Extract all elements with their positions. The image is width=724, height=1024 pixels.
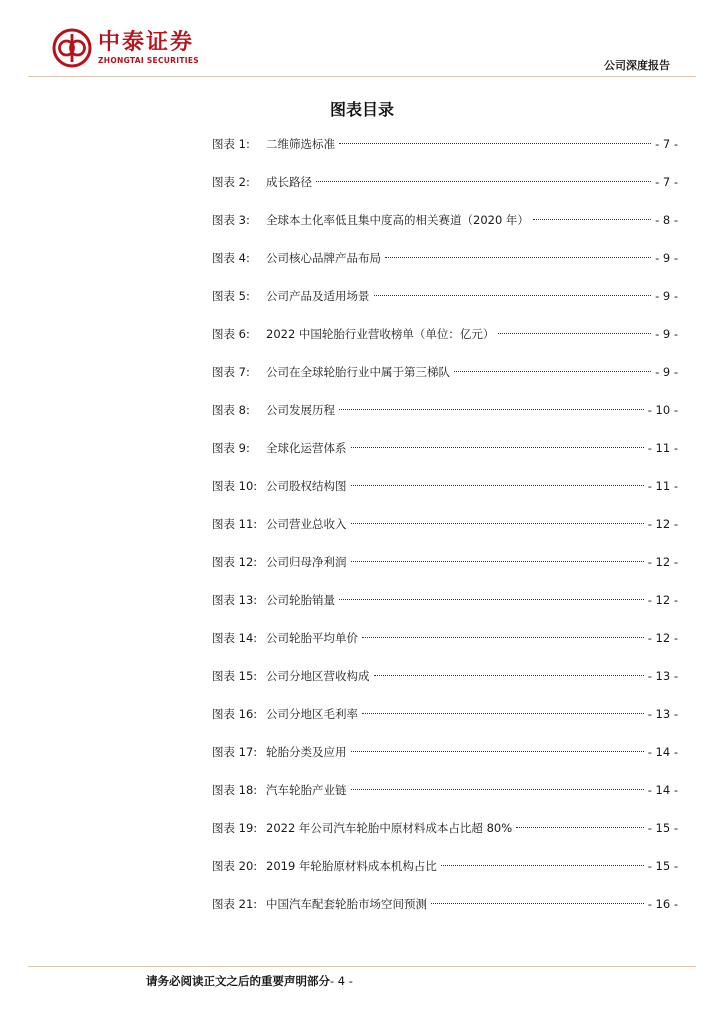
toc-entry-leader <box>351 447 644 448</box>
toc-entry-page: - 12 - <box>647 555 678 569</box>
toc-entry-title: 公司归母净利润 <box>266 555 347 569</box>
toc-entry-page: - 11 - <box>647 441 678 455</box>
toc-entry-page: - 7 - <box>655 137 678 151</box>
toc-entry-label: 图表 11: <box>212 517 258 531</box>
toc-entry-label: 图表 7: <box>212 365 250 379</box>
toc-entry[interactable] <box>212 894 678 932</box>
toc-entry-title: 公司分地区营收构成 <box>266 669 370 683</box>
company-logo <box>52 28 199 68</box>
toc-entry-leader <box>441 865 644 866</box>
toc-entry[interactable] <box>212 704 678 742</box>
footer-disclaimer: 请务必阅读正文之后的重要声明部分 <box>146 974 330 988</box>
toc-entry-page: - 13 - <box>647 669 678 683</box>
toc-entry[interactable] <box>212 628 678 666</box>
toc-entry-leader <box>362 713 644 714</box>
toc-entry-title: 公司分地区毛利率 <box>266 707 358 721</box>
toc-entry-leader <box>351 789 644 790</box>
toc-entry-page: - 12 - <box>647 593 678 607</box>
toc-title: 图表目录 <box>329 100 394 119</box>
brand-name-en: ZHONGTAI SECURITIES <box>98 55 199 65</box>
toc-entry-label: 图表 15: <box>212 669 258 683</box>
toc-entry-leader <box>362 637 644 638</box>
toc-entry-title: 公司股权结构图 <box>266 479 347 493</box>
toc-entry-leader <box>385 257 651 258</box>
toc-entry-page: - 13 - <box>647 707 678 721</box>
toc-entry-page: - 9 - <box>655 289 678 303</box>
toc-entry-leader <box>516 827 644 828</box>
toc-entry-label: 图表 8: <box>212 403 250 417</box>
toc-entry-leader <box>374 295 652 296</box>
toc-entry-label: 图表 1: <box>212 137 250 151</box>
toc-entry-page: - 10 - <box>647 403 678 417</box>
toc-entry-title: 二维筛选标准 <box>266 137 335 151</box>
toc-entry-label: 图表 19: <box>212 821 258 835</box>
toc-entry-page: - 14 - <box>647 783 678 797</box>
footer <box>146 973 353 989</box>
toc-entry-leader <box>454 371 651 372</box>
toc-entry-leader <box>316 181 651 182</box>
toc-entry-title: 2022 年公司汽车轮胎中原材料成本占比超 80% <box>266 821 513 835</box>
toc-entry[interactable] <box>212 514 678 552</box>
toc-entry-page: - 8 - <box>655 213 678 227</box>
toc-entry[interactable] <box>212 172 678 210</box>
toc-entry-page: - 7 - <box>655 175 678 189</box>
toc-entry-title: 公司轮胎销量 <box>266 593 335 607</box>
toc-entry-page: - 12 - <box>647 517 678 531</box>
toc-entry-page: - 12 - <box>647 631 678 645</box>
toc-entry-title: 公司核心品牌产品布局 <box>266 251 381 265</box>
toc-entry-page: - 14 - <box>647 745 678 759</box>
toc-entry[interactable] <box>212 476 678 514</box>
report-type: 公司深度报告 <box>604 59 670 72</box>
toc-entry-label: 图表 13: <box>212 593 258 607</box>
brand-name-cn: 中泰证券 <box>98 29 195 55</box>
toc-entry-label: 图表 2: <box>212 175 250 189</box>
toc-entry-leader <box>339 409 644 410</box>
toc-entry-title: 公司发展历程 <box>266 403 335 417</box>
toc-entry-label: 图表 12: <box>212 555 258 569</box>
toc-entry-page: - 15 - <box>647 821 678 835</box>
toc-entry-label: 图表 17: <box>212 745 258 759</box>
toc-entry-title: 2019 年轮胎原材料成本机构占比 <box>266 859 437 873</box>
toc-entry[interactable] <box>212 666 678 704</box>
toc-entry-leader <box>339 143 651 144</box>
toc-entry[interactable] <box>212 552 678 590</box>
toc-entry-page: - 11 - <box>647 479 678 493</box>
toc-entry-title: 公司营业总收入 <box>266 517 347 531</box>
toc-entry-leader <box>498 333 651 334</box>
toc-entry[interactable] <box>212 324 678 362</box>
zhongtai-logo-icon <box>52 28 92 68</box>
toc-entry[interactable] <box>212 210 678 248</box>
toc-entry-leader <box>431 903 644 904</box>
toc-entry-leader <box>351 561 644 562</box>
toc-entry-label: 图表 14: <box>212 631 258 645</box>
toc-entry-title: 轮胎分类及应用 <box>266 745 347 759</box>
toc-entry-title: 公司产品及适用场景 <box>266 289 370 303</box>
toc-entry[interactable] <box>212 780 678 818</box>
footer-divider <box>28 966 696 967</box>
toc-entry-leader <box>351 751 644 752</box>
toc-entry-leader <box>533 219 651 220</box>
toc-entry-label: 图表 3: <box>212 213 250 227</box>
toc-entry[interactable] <box>212 818 678 856</box>
header-divider <box>28 76 696 77</box>
toc-entry-label: 图表 21: <box>212 897 258 911</box>
toc-entry-page: - 9 - <box>655 327 678 341</box>
toc-entry-label: 图表 4: <box>212 251 250 265</box>
toc-entry-title: 公司轮胎平均单价 <box>266 631 358 645</box>
toc-entry-leader <box>351 485 644 486</box>
toc-entry-title: 2022 中国轮胎行业营收榜单（单位：亿元） <box>266 327 495 341</box>
toc-entry[interactable] <box>212 134 678 172</box>
toc-entry-title: 汽车轮胎产业链 <box>266 783 347 797</box>
toc-entry-title: 全球化运营体系 <box>266 441 347 455</box>
toc-entry-label: 图表 5: <box>212 289 250 303</box>
toc-entry[interactable] <box>212 362 678 400</box>
toc-entry-label: 图表 10: <box>212 479 258 493</box>
footer-page-number: - 4 - <box>330 974 353 988</box>
toc-entry-label: 图表 18: <box>212 783 258 797</box>
toc-entry[interactable] <box>212 590 678 628</box>
toc-entry-title: 全球本土化率低且集中度高的相关赛道（2020 年） <box>266 213 529 227</box>
toc-entry[interactable] <box>212 400 678 438</box>
toc-entry-leader <box>351 523 644 524</box>
toc-entry-label: 图表 16: <box>212 707 258 721</box>
toc-entry[interactable] <box>212 742 678 780</box>
toc-entry-page: - 9 - <box>655 251 678 265</box>
toc-entry[interactable] <box>212 438 678 476</box>
toc-entry-label: 图表 9: <box>212 441 250 455</box>
toc-entry-label: 图表 20: <box>212 859 258 873</box>
toc-entry-page: - 16 - <box>647 897 678 911</box>
toc-entry[interactable] <box>212 248 678 286</box>
toc-list <box>212 134 678 932</box>
toc-entry[interactable] <box>212 856 678 894</box>
toc-entry-label: 图表 6: <box>212 327 250 341</box>
toc-entry-leader <box>339 599 644 600</box>
toc-entry-title: 公司在全球轮胎行业中属于第三梯队 <box>266 365 450 379</box>
toc-entry-leader <box>374 675 644 676</box>
toc-entry-page: - 9 - <box>655 365 678 379</box>
toc-entry-title: 中国汽车配套轮胎市场空间预测 <box>266 897 427 911</box>
toc-entry-title: 成长路径 <box>266 175 312 189</box>
toc-entry-page: - 15 - <box>647 859 678 873</box>
toc-entry[interactable] <box>212 286 678 324</box>
